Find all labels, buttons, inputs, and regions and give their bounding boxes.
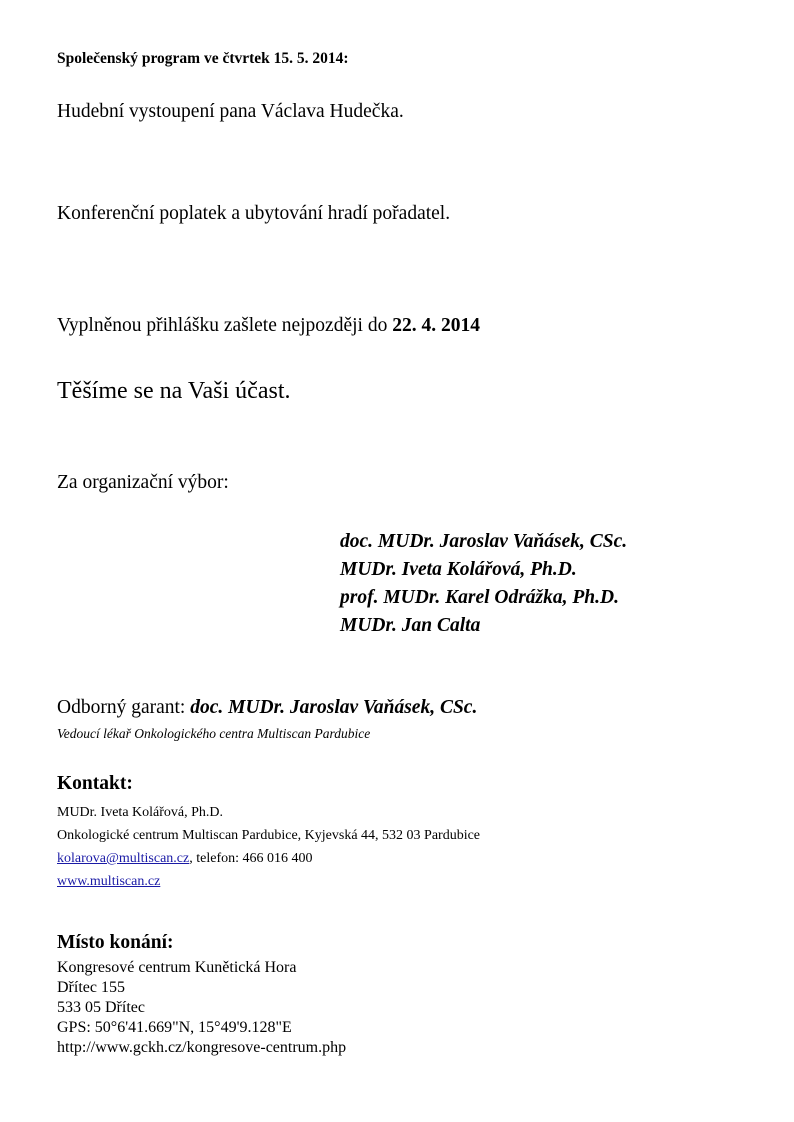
garant-line — [57, 697, 477, 719]
garant-label: Odborný garant: — [57, 697, 191, 718]
committee-member: MUDr. Iveta Kolářová, Ph.D. — [340, 559, 577, 580]
contact-address: Onkologické centrum Multiscan Pardubice, Kyjevská 44, 532 03 Pardubice — [57, 828, 481, 843]
garant-role: Vedoucí lékař Onkologického centra Multiscan Pardubice — [57, 726, 371, 741]
venue-line: Dřítec 155 — [57, 979, 125, 996]
deadline-date: 22. 4. 2014 — [392, 315, 480, 336]
committee-label: Za organizační výbor: — [57, 472, 229, 493]
contact-block — [57, 801, 480, 893]
contact-web — [57, 870, 480, 893]
venue-heading: Místo konání: — [57, 932, 174, 953]
contact-web-link[interactable]: www.multiscan.cz — [57, 874, 161, 889]
venue-gps: GPS: 50°6'41.669"N, 15°49'9.128"E — [57, 1019, 292, 1036]
contact-name: MUDr. Iveta Kolářová, Ph.D. — [57, 805, 224, 820]
deadline-line — [57, 315, 480, 337]
committee-list — [340, 528, 627, 640]
contact-heading: Kontakt: — [57, 773, 133, 794]
garant-name: doc. MUDr. Jaroslav Vaňásek, CSc. — [190, 697, 478, 718]
venue-line: Kongresové centrum Kunětická Hora — [57, 959, 297, 976]
contact-email-phone — [57, 847, 480, 870]
music-performance-line: Hudební vystoupení pana Václava Hudečka. — [57, 101, 404, 122]
venue-line: 533 05 Dřítec — [57, 999, 145, 1016]
committee-member: prof. MUDr. Karel Odrážka, Ph.D. — [340, 587, 619, 608]
conference-fee-line: Konferenční poplatek a ubytování hradí pořadatel. — [57, 203, 451, 224]
deadline-text: Vyplněnou přihlášku zašlete nejpozději do — [57, 315, 393, 336]
venue-url: http://www.gckh.cz/kongresove-centrum.php — [57, 1039, 347, 1056]
social-program-heading: Společenský program ve čtvrtek 15. 5. 2014: — [57, 50, 349, 67]
venue-block — [57, 958, 346, 1058]
committee-member: MUDr. Jan Calta — [340, 615, 481, 636]
committee-member: doc. MUDr. Jaroslav Vaňásek, CSc. — [340, 531, 628, 552]
contact-phone: , telefon: 466 016 400 — [189, 851, 313, 866]
greeting-line: Těšíme se na Vaši účast. — [57, 378, 291, 404]
contact-email-link[interactable]: kolarova@multiscan.cz — [57, 851, 190, 866]
